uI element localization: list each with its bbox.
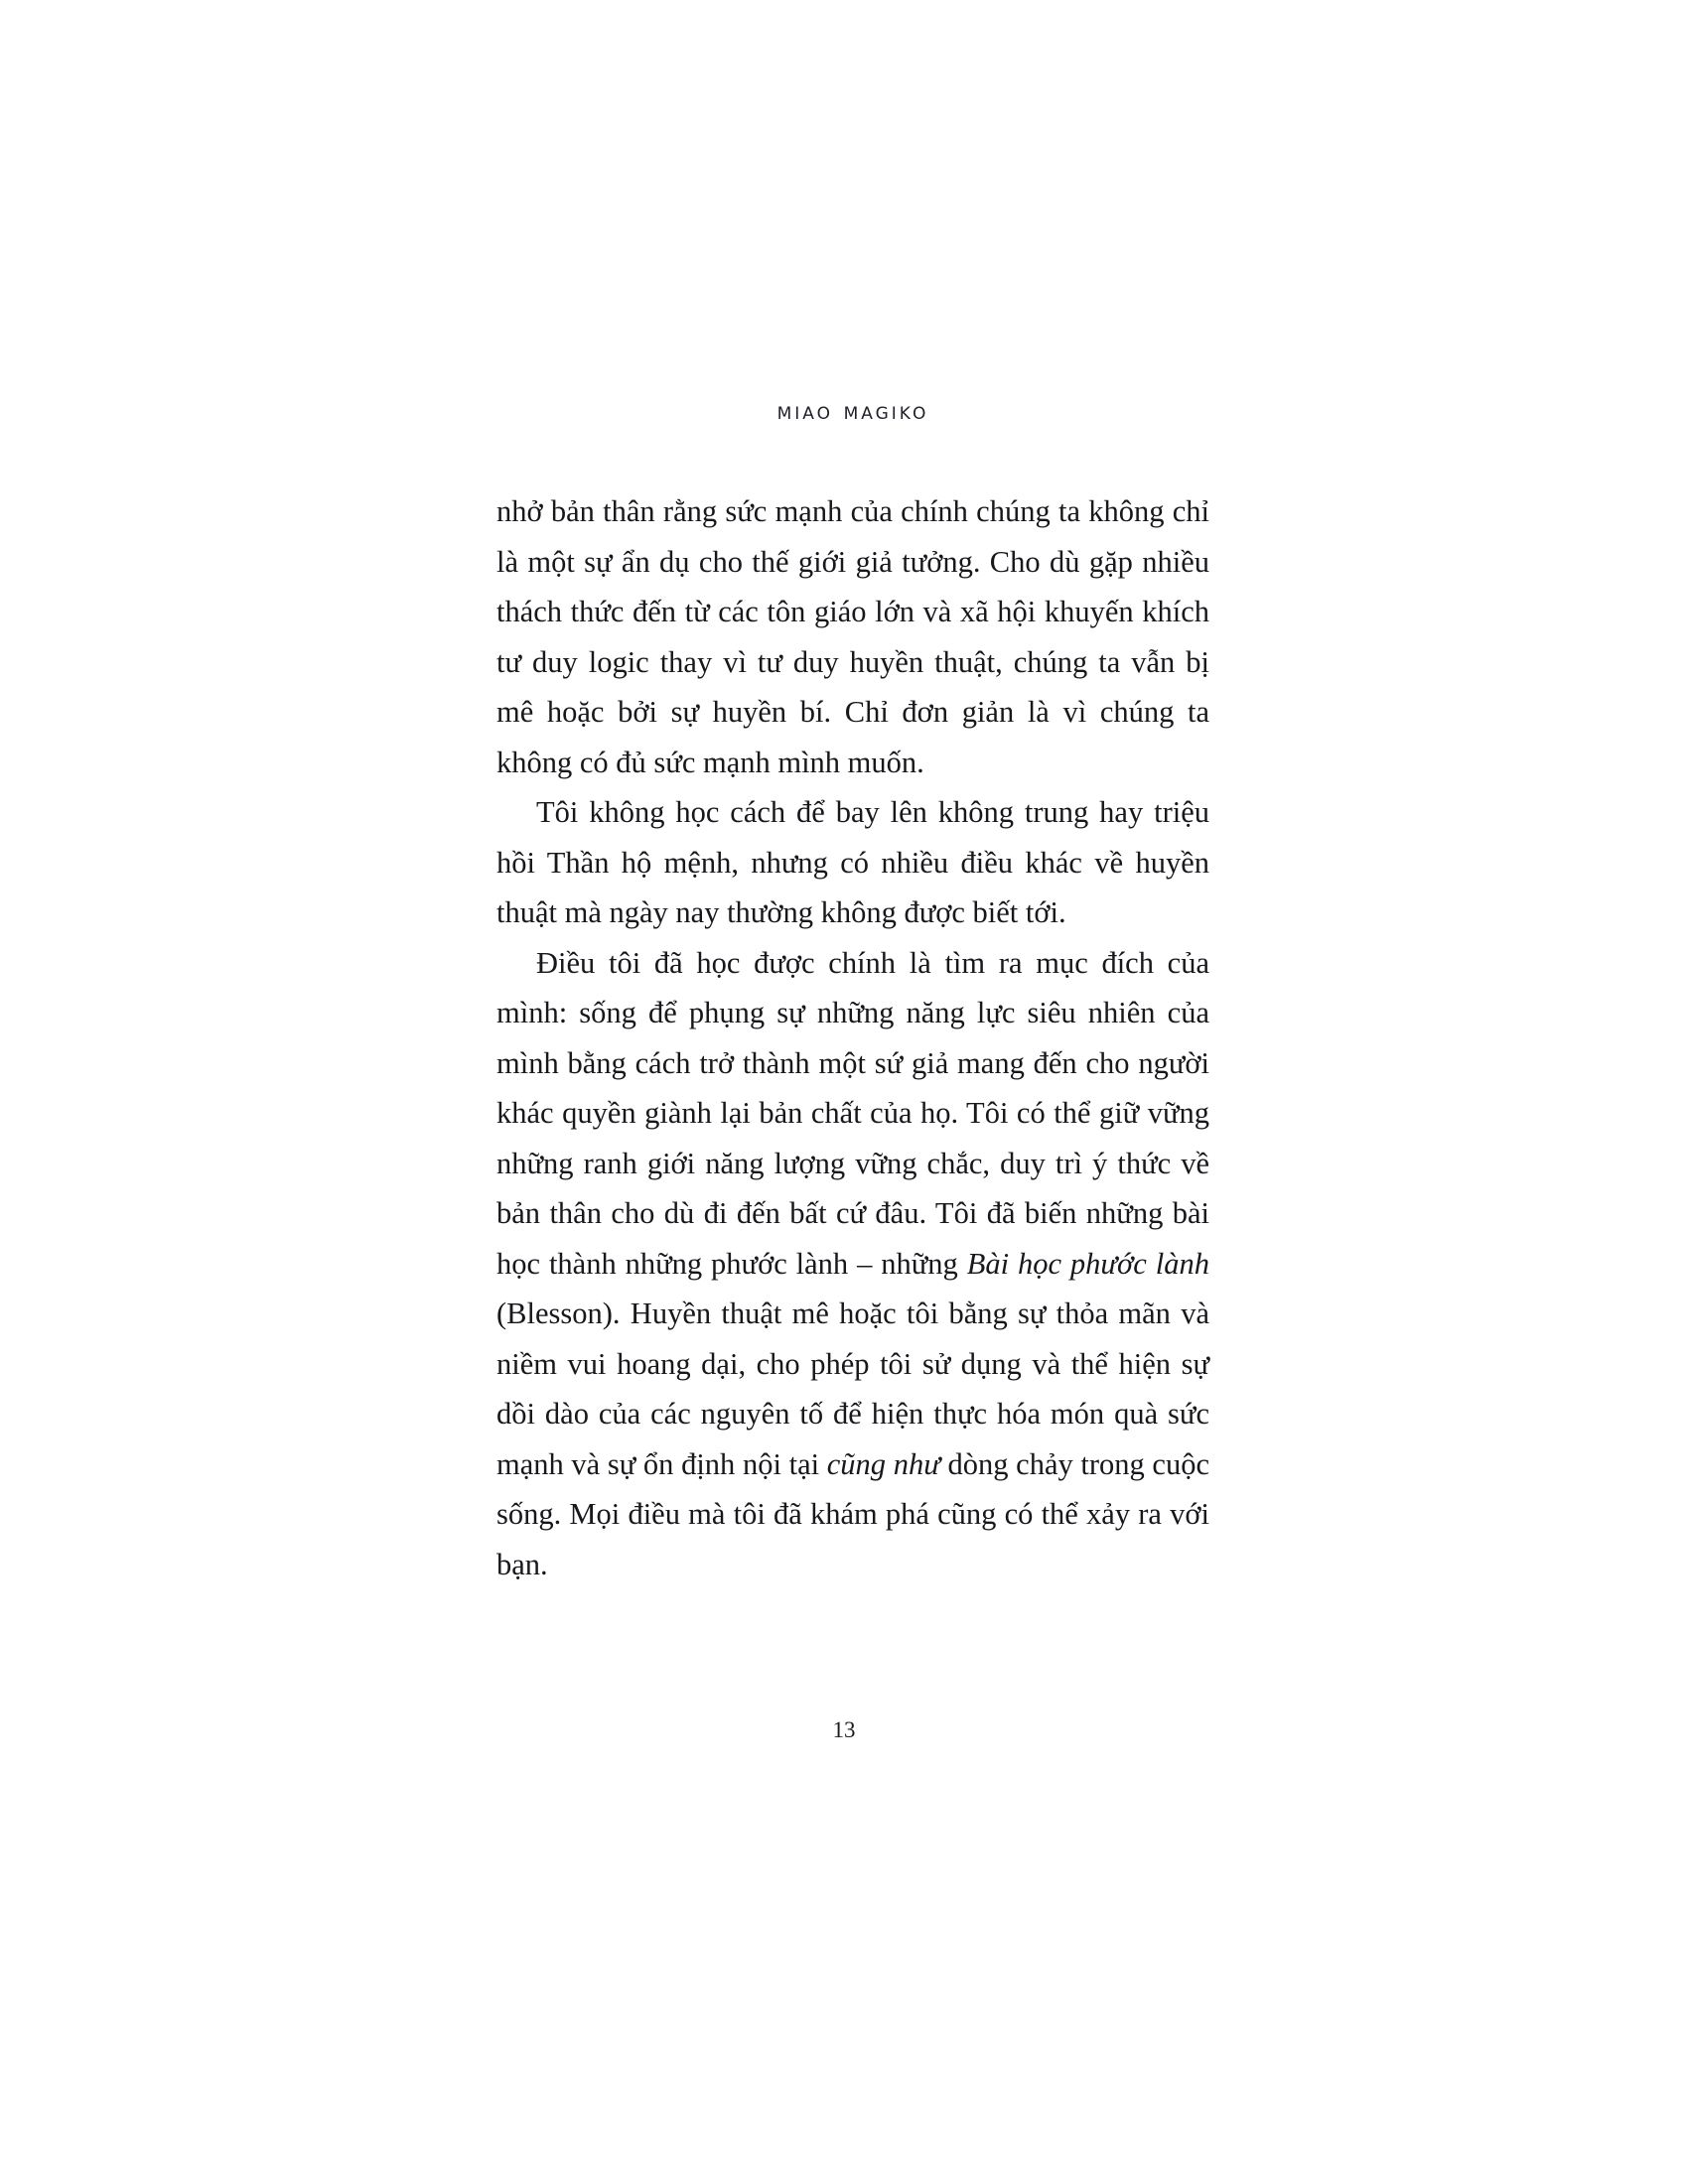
running-head: [496, 397, 1209, 425]
text-run: nhở bản thân rằng sức mạnh của chính chúng ta không chỉ là một sự ẩn dụ cho thế giới giả tưởng. Cho dù gặp nhiều thách thức đến từ các tôn giáo lớn và xã hội khuyến khích tư duy logic thay vì tư duy huyền thuật, chúng ta vẫn bị mê hoặc bởi sự huyền bí. Chỉ đơn giản là vì chúng ta không có đủ sức mạnh mình muốn.: [496, 494, 1209, 779]
text-run: dòng chảy trong cuộc sống. Mọi điều mà tôi đã khám phá cũng có thể xảy ra với bạn.: [496, 1446, 1210, 1581]
text-run: Tôi không học cách để bay lên không trung hay triệu hồi Thần hộ mệnh, nhưng có nhiều điều khác về huyền thuật mà ngày nay thường không được biết tới.: [496, 795, 1209, 929]
italic-phrase: Bài học phước lành: [966, 1246, 1209, 1281]
paragraph: [496, 486, 1209, 787]
running-head-text: miao magiko: [776, 397, 929, 425]
italic-phrase: cũng như: [826, 1446, 940, 1481]
text-run: Điều tôi đã học được chính là tìm ra mục đích của mình: sống để phụng sự những năng lực siêu nhiên của mình bằng cách trở thành một sứ giả mang đến cho người khác quyền giành lại bản chất của họ. Tôi có thể giữ vững những ranh giới năng lượng vững chắc, duy trì ý thức về bản thân cho dù đi đến bất cứ đâu. Tôi đã biến những bài học thành những phước lành – những: [496, 945, 1209, 1281]
text-column: [496, 397, 1209, 1589]
page-number: 13: [832, 1717, 856, 1742]
paragraph: [496, 938, 1209, 1590]
text-run: (Blesson). Huyền thuật mê hoặc tôi bằng sự thỏa mãn và niềm vui hoang dại, cho phép tôi sử dụng và thể hiện sự dồi dào của các nguyên tố để hiện thực hóa món quà sức mạnh và sự ổn định nội tại: [496, 1297, 1209, 1481]
body-text: [496, 486, 1209, 1589]
paragraph: [496, 787, 1209, 938]
